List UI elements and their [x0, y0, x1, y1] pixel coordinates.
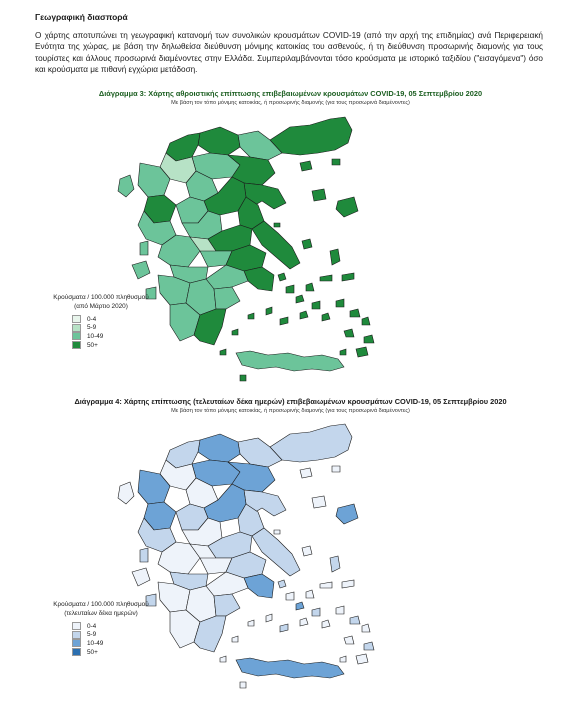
legend-last-10-days	[42, 601, 160, 656]
island-corfu	[118, 482, 134, 504]
legend-swatch	[72, 639, 81, 647]
legend-label: 10-49	[87, 332, 104, 340]
legend-label: 50+	[87, 648, 98, 656]
island-chios	[330, 556, 340, 572]
region-attica	[244, 574, 274, 598]
legend-subtitle: (από Μάρτιο 2020)	[74, 302, 128, 310]
legend-item	[72, 324, 160, 333]
legend-swatch	[72, 332, 81, 340]
region-argolida	[214, 287, 240, 309]
region-argolida	[214, 594, 240, 616]
island-lefkada	[140, 548, 148, 562]
island-thasos	[300, 161, 312, 171]
region-east-macedonia	[238, 131, 282, 160]
island-samothraki	[332, 466, 340, 472]
island-kefalonia	[132, 261, 150, 279]
legend-label: 0-4	[87, 622, 97, 630]
island-lefkada	[140, 241, 148, 255]
legend-swatch	[72, 622, 81, 630]
island-corfu	[118, 175, 134, 197]
greece-map-last-10-days	[0, 412, 581, 702]
legend-swatch	[72, 324, 81, 332]
island-samothraki	[332, 159, 340, 165]
legend-item	[72, 332, 160, 341]
island-kefalonia	[132, 568, 150, 586]
legend-item	[72, 648, 160, 657]
legend-item	[72, 622, 160, 631]
island-skiathos	[274, 530, 280, 534]
island-ikaria	[320, 582, 332, 588]
region-thrace	[270, 117, 352, 155]
intro-paragraph: Ο χάρτης αποτυπώνει τη γεωγραφική κατανομή των συνολικών κρουσμάτων COVID-19 (από την αρχή της επιδημίας) ανά Περιφερειακή Ενότητα της χώρας, με βάση την δηλωθείσα διεύθυνση μόνιμης κατοικίας του ασθενούς, ή τη διεύθυνση προσωρινής διαμονής για τους τουρίστες και άλλους προσωρινά διαμένοντες στην Ελλάδα. Συμπεριλαμβάνονται τόσο κρούσματα με ιστορικό ταξιδίου ("εισαγόμενα") όσο και κρούσματα με πιθανή εγχώρια μετάδοση.	[35, 31, 543, 75]
island-skiathos	[274, 223, 280, 227]
island-limnos	[312, 189, 326, 201]
island-ikaria	[320, 275, 332, 281]
legend-item	[72, 315, 160, 324]
figure3-title: Διάγραμμα 3: Χάρτης αθροιστικής επίπτωσης επιβεβαιωμένων κρουσμάτων COVID-19, 05 Σεπτεμβρίου 2020	[98, 89, 483, 98]
figure4-title: Διάγραμμα 4: Χάρτης επίπτωσης (τελευταίων δέκα ημερών) επιβεβαιωμένων κρουσμάτων COVID-19, 05 Σεπτεμβρίου 2020	[74, 397, 507, 406]
region-central-macedonia-n	[198, 434, 240, 462]
legend-title: Κρούσματα / 100.000 πληθυσμού	[53, 601, 149, 608]
legend-swatch	[72, 341, 81, 349]
island-lesvos	[336, 197, 358, 217]
legend-item	[72, 631, 160, 640]
island-skyros	[302, 239, 312, 249]
legend-label: 10-49	[87, 639, 104, 647]
legend-label: 50+	[87, 341, 98, 349]
legend-item	[72, 639, 160, 648]
region-east-macedonia	[238, 438, 282, 467]
legend-label: 5-9	[87, 324, 97, 332]
legend-label: 0-4	[87, 315, 97, 323]
island-samos	[342, 580, 354, 588]
island-chios	[330, 249, 340, 265]
legend-title: Κρούσματα / 100.000 πληθυσμού	[53, 294, 149, 301]
legend-cumulative	[42, 294, 160, 349]
island-crete	[236, 658, 344, 678]
region-thrace	[270, 424, 352, 462]
island-limnos	[312, 496, 326, 508]
legend-item	[72, 341, 160, 350]
island-crete	[236, 351, 344, 371]
figure4-subtitle: Με βάση τον τόπο μόνιμης κατοικίας, ή προσωρινής διαμονής (για τους προσωρινά διαμένοντες)	[171, 408, 410, 414]
island-samos	[342, 273, 354, 281]
section-title: Γεωγραφική διασπορά	[35, 12, 128, 22]
legend-swatch	[72, 631, 81, 639]
region-central-macedonia-n	[198, 127, 240, 155]
legend-swatch	[72, 648, 81, 656]
legend-label: 5-9	[87, 631, 97, 639]
island-skyros	[302, 546, 312, 556]
legend-subtitle: (τελευταίων δέκα ημερών)	[64, 609, 138, 617]
figure3-subtitle: Με βάση τον τόπο μόνιμης κατοικίας, ή προσωρινής διαμονής (για τους προσωρινά διαμένοντες)	[171, 100, 410, 106]
legend-swatch	[72, 315, 81, 323]
island-lesvos	[336, 504, 358, 524]
island-thasos	[300, 468, 312, 478]
region-attica	[244, 267, 274, 291]
